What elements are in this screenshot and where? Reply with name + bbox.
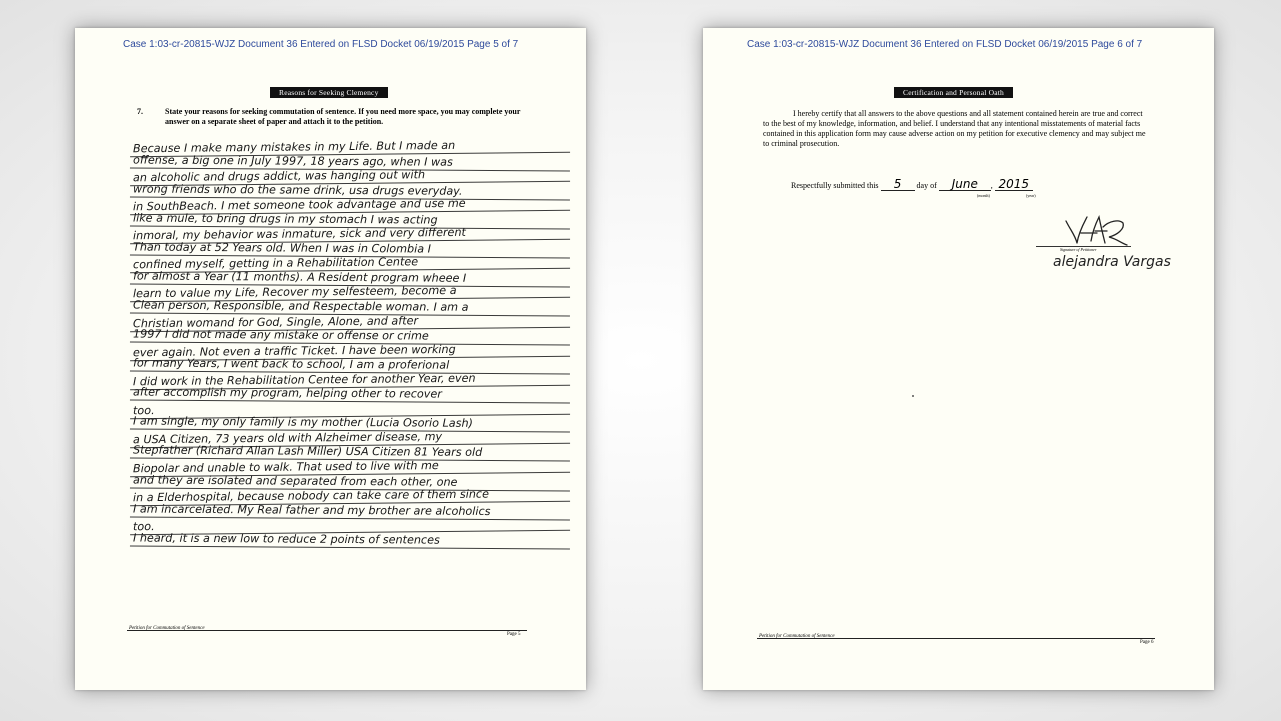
certification-text — [763, 109, 1148, 149]
signature-name: alejandra Vargas — [1053, 254, 1171, 270]
handwritten-line: learn to value my Life, Recover my selfesteem, become a — [130, 283, 570, 302]
section-title: Reasons for Seeking Clemency — [270, 87, 388, 98]
submission-line: Respectfully submitted this 5 day of June , 2015 — [791, 178, 1033, 191]
month-field: June — [939, 178, 991, 191]
handwritten-line: Because I make many mistakes in my Life. But I made an — [130, 138, 570, 157]
handwritten-line: Biopolar and unable to walk. That used to live with me — [130, 458, 570, 477]
handwritten-line: wrong friends who do the same drink, usa drugs everyday. — [130, 182, 570, 200]
handwritten-line: for many Years, I went back to school, I am a proferional — [130, 357, 570, 375]
docket-header: Case 1:03-cr-20815-WJZ Document 36 Entered on FLSD Docket 06/19/2015 Page 5 of 7 — [123, 39, 519, 50]
handwritten-answer — [130, 140, 570, 547]
signature-caption: Signature of Petitioner — [1060, 247, 1097, 252]
document-page-5 — [75, 28, 586, 690]
handwritten-line: ever again. Not even a traffic Ticket. I have been working — [130, 341, 570, 360]
handwritten-line: 1997 I did not made any mistake or offense or crime — [130, 328, 570, 346]
handwritten-line: I am incarcelated. My Real father and my brother are alcoholics — [130, 502, 570, 520]
footer-form-name: Petition for Commutation of Sentence — [759, 634, 835, 639]
handwritten-line: inmoral, my behavior was inmature, sick and very different — [130, 225, 570, 244]
docket-header: Case 1:03-cr-20815-WJZ Document 36 Entered on FLSD Docket 06/19/2015 Page 6 of 7 — [747, 39, 1143, 50]
handwritten-line: like a mule, to bring drugs in my stomach I was acting — [130, 211, 570, 229]
handwritten-line: in a Elderhospital, because nobody can take care of them since — [130, 487, 570, 506]
handwritten-line: and they are isolated and separated from each other, one — [130, 473, 570, 491]
handwritten-line: offense, a big one in July 1997, 18 years ago, when I was — [130, 153, 570, 171]
footer-page-number: Page 6 — [1140, 640, 1154, 645]
handwritten-line: I heard, it is a new low to reduce 2 points of sentences — [130, 531, 570, 549]
handwritten-line: Clean person, Responsible, and Respectable woman. I am a — [130, 298, 570, 316]
handwritten-line: Stepfather (Richard Allan Lash Miller) USA Citizen 81 Years old — [130, 444, 570, 462]
month-caption: (month) — [977, 193, 990, 198]
handwritten-line: I did work in the Rehabilitation Centee for another Year, even — [130, 370, 570, 389]
handwritten-line: after accomplish my program, helping other to recover — [130, 386, 570, 404]
footer-form-name: Petition for Commutation of Sentence — [129, 626, 205, 631]
handwritten-line: a USA Citizen, 73 years old with Alzheimer disease, my — [130, 429, 570, 448]
handwritten-line: too. — [130, 516, 570, 535]
handwritten-line: too. — [130, 400, 570, 419]
section-title: Certification and Personal Oath — [894, 87, 1013, 98]
document-page-6 — [703, 28, 1214, 690]
footer-page-number: Page 5 — [507, 632, 521, 637]
year-field: 2015 — [995, 178, 1033, 191]
handwritten-line: for almost a Year (11 months). A Resident program wheee I — [130, 269, 570, 287]
handwritten-line: in SouthBeach. I met someone took advantage and use me — [130, 196, 570, 215]
scan-speck — [912, 395, 914, 397]
handwritten-line: I am single, my only family is my mother (Lucia Osorio Lash) — [130, 415, 570, 433]
certification-paragraph: I hereby certify that all answers to the above questions and all statement contained herein are true and correct to the best of my knowledge, information, and belief. I understand that any intentional misstatements of material facts contained in this application form may cause adverse action on my petition for executive clemency and may subject me to criminal prosecution. — [763, 109, 1146, 148]
signature-initials-scribble — [1063, 213, 1133, 247]
day-field: 5 — [881, 178, 915, 191]
year-caption: (year) — [1026, 193, 1036, 198]
handwritten-line: confined myself, getting in a Rehabilitation Centee — [130, 254, 570, 273]
submitted-label: Respectfully submitted this — [791, 181, 879, 190]
day-of-label: day of — [916, 181, 937, 190]
question-number: 7. — [137, 107, 143, 116]
question-text: State your reasons for seeking commutation of sentence. If you need more space, you may complete your answer on a separate sheet of paper and attach it to the petition. — [165, 107, 521, 126]
handwritten-line: Christian womand for God, Single, Alone, and after — [130, 312, 570, 331]
handwritten-line: Than today at 52 Years old. When I was in Colombia I — [130, 240, 570, 258]
handwritten-line: an alcoholic and drugs addict, was hanging out with — [130, 167, 570, 186]
